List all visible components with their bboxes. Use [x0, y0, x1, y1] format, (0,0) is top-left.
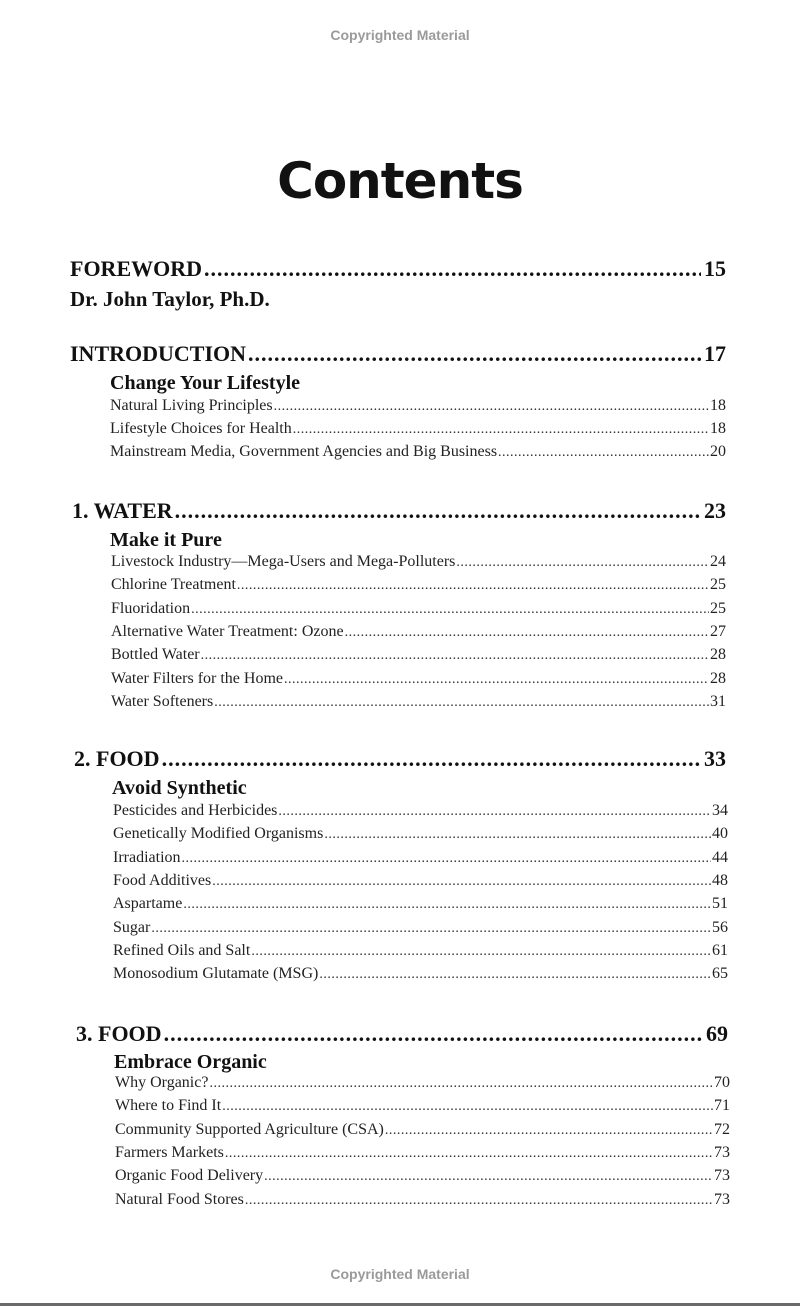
dot-leader [222, 1099, 713, 1115]
toc-entry-title: Pesticides and Herbicides [113, 802, 278, 819]
dot-leader [324, 827, 711, 843]
dot-leader [319, 967, 711, 983]
toc-entry-page: 24 [710, 553, 726, 570]
toc-entry-page: 65 [712, 965, 728, 983]
toc-entry[interactable] [111, 693, 726, 716]
toc-food-avoid-heading[interactable] [74, 746, 726, 772]
toc-water-heading[interactable] [72, 498, 726, 524]
dot-leader [162, 746, 701, 772]
toc-foreword-heading[interactable] [70, 256, 726, 282]
toc-entry-title: Food Additives [113, 871, 212, 889]
toc-entry-page: 72 [714, 1120, 730, 1138]
toc-heading-page: 23 [704, 498, 726, 523]
toc-entry-title: Irradiation [113, 848, 181, 866]
toc-entry-title: Livestock Industry—Mega-Users and Mega-Polluters [111, 553, 456, 570]
dot-leader [151, 921, 711, 937]
water-subtitle: Make it Pure [110, 529, 222, 551]
toc-heading-label: INTRODUCTION [70, 341, 247, 366]
toc-entry-page: 73 [714, 1190, 730, 1208]
dot-leader [245, 1193, 713, 1209]
toc-entry[interactable] [115, 1191, 730, 1214]
toc-entry[interactable] [111, 646, 726, 669]
toc-entry[interactable] [111, 553, 726, 576]
toc-entry-title: Aspartame [113, 895, 183, 913]
toc-entry-title: Alternative Water Treatment: Ozone [111, 622, 344, 640]
toc-entry[interactable] [115, 1167, 730, 1190]
dot-leader [237, 578, 709, 594]
toc-entry[interactable] [115, 1144, 730, 1167]
toc-entry-page: 27 [710, 622, 726, 640]
toc-entry-title: Organic Food Delivery [115, 1167, 264, 1185]
toc-entry-title: Bottled Water [111, 646, 200, 664]
foreword-author: Dr. John Taylor, Ph.D. [70, 287, 270, 311]
toc-entry-title: Fluoridation [111, 599, 191, 617]
dot-leader [214, 695, 709, 711]
toc-entry-title: Monosodium Glutamate (MSG) [113, 965, 319, 983]
toc-entry[interactable] [110, 397, 726, 420]
toc-entry[interactable] [111, 623, 726, 646]
toc-heading-label: 2. FOOD [74, 746, 160, 771]
toc-entry-title: Where to Find It [115, 1097, 222, 1115]
toc-entry[interactable] [113, 942, 728, 965]
toc-entry-title: Water Softeners [111, 692, 214, 710]
toc-entry-page: 25 [710, 599, 726, 617]
dot-leader [345, 625, 709, 641]
dot-leader [225, 1146, 713, 1162]
dot-leader [175, 498, 701, 524]
toc-heading-label: 3. FOOD [76, 1021, 162, 1046]
toc-entry-title: Sugar [113, 918, 151, 936]
toc-entry[interactable] [115, 1074, 730, 1097]
toc-heading-page: 15 [704, 256, 726, 281]
toc-entry[interactable] [115, 1097, 730, 1120]
dot-leader [201, 648, 709, 664]
dot-leader [204, 256, 701, 282]
dot-leader [264, 1169, 713, 1185]
toc-entry[interactable] [113, 919, 728, 942]
toc-entry-page: 48 [712, 871, 728, 889]
toc-entry-page: 73 [714, 1143, 730, 1161]
toc-food-organic-heading[interactable] [76, 1021, 728, 1047]
toc-entry-page: 18 [710, 420, 726, 437]
toc-entry-title: Refined Oils and Salt [113, 941, 251, 959]
toc-entry-page: 18 [710, 397, 726, 414]
toc-heading-label: FOREWORD [70, 256, 202, 281]
toc-entry-title: Lifestyle Choices for Health [110, 420, 292, 437]
toc-entry-title: Genetically Modified Organisms [113, 825, 324, 843]
toc-entry-page: 56 [712, 918, 728, 936]
toc-entry-title: Natural Food Stores [115, 1190, 244, 1208]
toc-entry-page: 70 [714, 1074, 730, 1091]
toc-heading-page: 33 [704, 746, 726, 771]
toc-entry-page: 31 [710, 692, 726, 710]
dot-leader [274, 399, 709, 415]
toc-entry-page: 61 [712, 941, 728, 959]
toc-entry[interactable] [115, 1121, 730, 1144]
toc-entry-title: Farmers Markets [115, 1143, 224, 1161]
toc-entry-page: 34 [712, 802, 728, 819]
toc-entry[interactable] [110, 420, 726, 443]
dot-leader [212, 874, 711, 890]
dot-leader [251, 944, 711, 960]
toc-entry-page: 25 [710, 576, 726, 594]
food-avoid-subtitle: Avoid Synthetic [112, 777, 247, 799]
copyright-watermark-top: Copyrighted Material [330, 27, 470, 43]
dot-leader [191, 602, 709, 618]
toc-entry[interactable] [111, 600, 726, 623]
toc-heading-page: 17 [704, 341, 726, 366]
toc-entry[interactable] [113, 825, 728, 848]
dot-leader [284, 672, 709, 688]
toc-entry[interactable] [113, 849, 728, 872]
toc-entry[interactable] [113, 802, 728, 825]
toc-entry-page: 20 [710, 443, 726, 460]
dot-leader [183, 897, 711, 913]
toc-entry-title: Community Supported Agriculture (CSA) [115, 1120, 384, 1138]
toc-entry-title: Mainstream Media, Government Agencies and Big Business [110, 443, 498, 460]
dot-leader [164, 1021, 703, 1047]
dot-leader [293, 422, 709, 438]
toc-entry-page: 40 [712, 825, 728, 843]
dot-leader [278, 804, 711, 820]
dot-leader [456, 555, 709, 571]
toc-heading-label: 1. WATER [72, 498, 173, 523]
toc-entry[interactable] [111, 576, 726, 599]
toc-introduction-heading[interactable] [70, 341, 726, 367]
dot-leader [385, 1123, 713, 1139]
page-bottom-rule [0, 1303, 800, 1306]
toc-entry-page: 73 [714, 1167, 730, 1185]
toc-entry-title: Natural Living Principles [110, 397, 273, 414]
toc-entry-title: Chlorine Treatment [111, 576, 236, 594]
toc-entry[interactable] [111, 670, 726, 693]
toc-entry-title: Water Filters for the Home [111, 669, 283, 687]
toc-entry[interactable] [113, 965, 728, 988]
dot-leader [248, 341, 701, 367]
food-organic-subtitle: Embrace Organic [114, 1051, 267, 1073]
toc-entry[interactable] [113, 895, 728, 918]
toc-entry[interactable] [110, 443, 726, 466]
dot-leader [209, 1076, 713, 1092]
toc-heading-page: 69 [706, 1021, 728, 1046]
toc-entry-page: 44 [712, 848, 728, 866]
dot-leader [498, 445, 709, 461]
toc-entry-page: 28 [710, 669, 726, 687]
toc-entry-page: 51 [712, 895, 728, 913]
introduction-subtitle: Change Your Lifestyle [110, 372, 300, 394]
toc-entry[interactable] [113, 872, 728, 895]
toc-entry-page: 28 [710, 646, 726, 664]
toc-entry-title: Why Organic? [115, 1074, 209, 1091]
copyright-watermark-bottom: Copyrighted Material [330, 1266, 470, 1282]
dot-leader [182, 851, 711, 867]
page-title: Contents [277, 152, 523, 210]
toc-entry-page: 71 [714, 1097, 730, 1115]
